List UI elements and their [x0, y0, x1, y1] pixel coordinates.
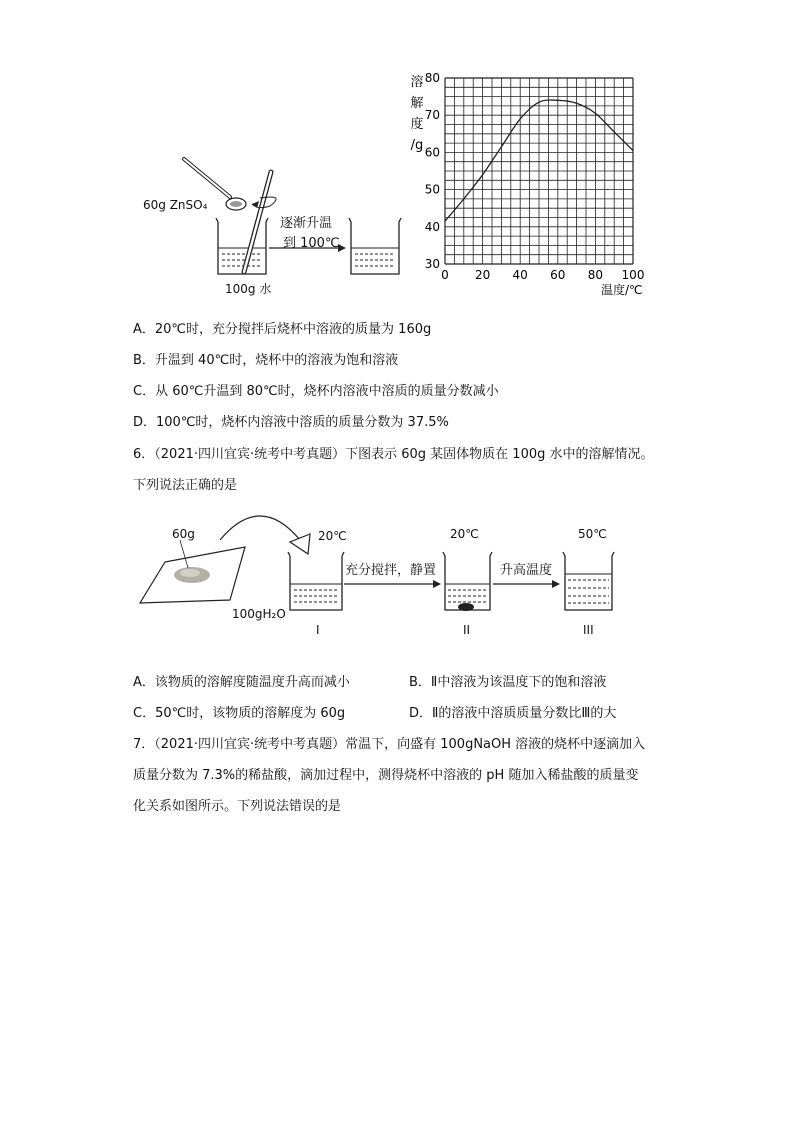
fig-arrow-1-label: 充分搅拌，静置	[345, 563, 437, 578]
y-tick-label: 70	[424, 108, 440, 123]
q7-line2: 质量分数为 7.3%的稀盐酸，滴加过程中，测得烧杯中溶液的 pH 随加入稀盐酸的质量变	[133, 768, 639, 783]
q7-line1: 7．（2021·四川宜宾·统考中考真题）常温下，向盛有 100gNaOH 溶液的烧杯中逐滴加入	[133, 737, 646, 752]
y-tick-label: 60	[424, 145, 440, 160]
q6-option-d: D．Ⅱ的溶液中溶质质量分数比Ⅲ的大	[409, 706, 617, 721]
x-tick-label: 20	[474, 268, 491, 282]
x-tick-label: 0	[441, 268, 449, 282]
beaker-ii	[443, 552, 492, 611]
y-axis-title-char: 度	[410, 117, 424, 132]
y-axis-title-char: 溶	[410, 75, 424, 90]
y-axis-title-char: /g	[410, 138, 424, 153]
fig-roman-3: III	[583, 623, 594, 637]
transfer-arrow	[220, 516, 300, 540]
weighing-paper	[140, 540, 245, 603]
fig-arrow-2-label: 升高温度	[500, 563, 553, 578]
q5-option-a: A．20℃时，充分搅拌后烧杯中溶液的质量为 160g	[133, 322, 432, 337]
q6-option-c: C．50℃时，该物质的溶解度为 60g	[133, 706, 346, 721]
y-tick-label: 50	[424, 182, 440, 197]
y-tick-label: 30	[424, 257, 440, 271]
glass-rod	[244, 172, 276, 272]
y-axis-title-char: 解	[410, 96, 424, 111]
beaker-iii	[563, 552, 614, 610]
y-tick-label: 40	[424, 219, 440, 234]
fig-mass-label: 60g	[172, 527, 195, 541]
fig-roman-1: I	[316, 623, 320, 637]
x-tick-label: 60	[550, 268, 566, 282]
q6-stem-line1: 6．（2021·四川宜宾·统考中考真题）下图表示 60g 某固体物质在 100g 水中的溶解情况。	[133, 447, 654, 462]
y-tick-label: 80	[424, 71, 440, 85]
solubility-curve-chart	[405, 70, 655, 300]
q7-line3: 化关系如图所示。下列说法错误的是	[133, 799, 342, 814]
solute-label: 60g ZnSO₄	[143, 198, 208, 212]
fig-temp-3: 50℃	[578, 527, 607, 541]
fig-roman-2: II	[463, 623, 471, 637]
q5-option-c: C．从 60℃升温到 80℃时，烧杯内溶液中溶质的质量分数减小	[133, 384, 499, 399]
q5-option-b: B．升温到 40℃时，烧杯中的溶液为饱和溶液	[133, 353, 399, 368]
x-tick-label: 80	[587, 268, 604, 282]
fig-temp-1: 20℃	[318, 529, 347, 543]
water-label: 100g 水	[225, 282, 272, 296]
fig-temp-2: 20℃	[450, 527, 479, 541]
x-tick-label: 100	[621, 268, 645, 282]
x-tick-label: 40	[512, 268, 528, 282]
q6-option-b: B．Ⅱ中溶液为该温度下的饱和溶液	[409, 675, 607, 690]
heating-label-1: 逐渐升温	[280, 216, 333, 231]
beaker-i	[288, 552, 344, 610]
beaker-after-heating	[349, 218, 401, 274]
fig-water-label: 100gH₂O	[232, 607, 286, 621]
q5-option-d: D．100℃时，烧杯内溶液中溶质的质量分数为 37.5%	[133, 415, 449, 430]
heating-label-2: 到 100℃	[283, 236, 340, 251]
beaker-before-heating	[216, 218, 268, 274]
q6-option-a: A．该物质的溶解度随温度升高而减小	[133, 675, 350, 690]
zinc-sulfate-dissolving-figure	[140, 150, 410, 300]
q6-stem-line2: 下列说法正确的是	[133, 478, 238, 493]
x-axis-title: 温度/℃	[601, 283, 643, 297]
